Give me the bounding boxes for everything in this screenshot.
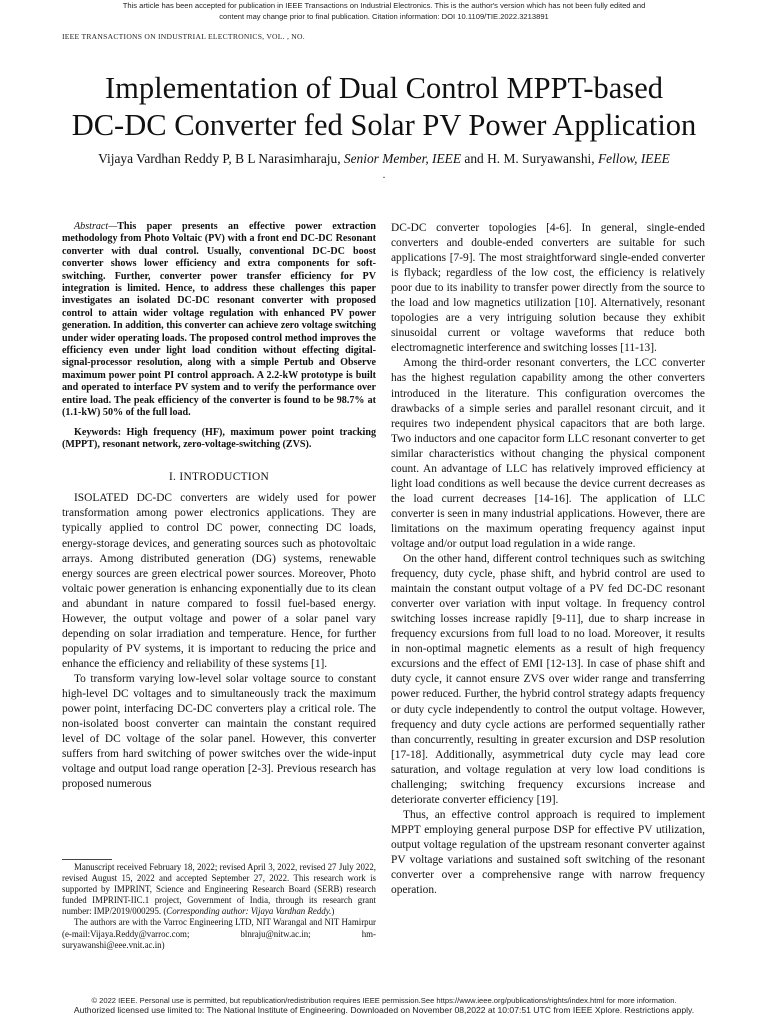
- paper-title-line-1: Implementation of Dual Control MPPT-based: [105, 71, 663, 105]
- running-header: IEEE TRANSACTIONS ON INDUSTRIAL ELECTRONICS, VOL. , NO.: [62, 32, 305, 41]
- publication-notice-line-2: content may change prior to final publication. Citation information: DOI 10.1109/TIE.2022.3213891: [219, 12, 549, 21]
- body-paragraph-2: Among the third-order resonant converters, the LCC converter has the highest regulation capability among the other converters introduced in the literature. This configuration overcomes the drawbacks of a simple series and parallel resonant circuit, and it requires two independent physical capacitors that are both large. Two inductors and one capacitor form LLC resonant converter to get similar characteristics without changing the physical component count. An advantage of LLC has relatively improved efficiency at light load conditions as well because the device current decreases as the load current decreases [14-16]. The application of LLC converter is seen in many industrial applications. However, there are limitations on the maximum operating frequency against input voltage and/or output load regulation in a wide range.: [391, 357, 705, 550]
- section-heading-introduction: [62, 470, 376, 485]
- abstract-label: Abstract—: [74, 221, 118, 232]
- footnotes: [62, 862, 376, 951]
- copyright-notice: © 2022 IEEE. Personal use is permitted, but republication/redistribution requires IEEE permission.See https://www.ieee.org/publications/rights/index.html for more information.: [91, 996, 677, 1005]
- author-names-1: Vijaya Vardhan Reddy P, B L Narasimharaju,: [98, 151, 341, 166]
- body-paragraph-1: DC-DC converter topologies [4-6]. In general, single-ended converters and double-ended converters are suitable for such applications [7-9]. The most straightforward single-ended converter is flyback; regardless of the low cost, the efficiency is relatively poor due to its inability to transfer power directly from the source to the load and low magnetics utilization [10]. Alternatively, resonant topologies are a very intriguing solution because they exhibit sinusoidal current or voltage waveforms that reduce both electromagnetic interference and switching losses [11-13].: [391, 222, 705, 355]
- left-column: [62, 221, 376, 792]
- keywords: Keywords: High frequency (HF), maximum power point tracking (MPPT), resonant network, zero-voltage-switching (ZVS).: [62, 426, 376, 450]
- footnote-manuscript-end: ): [331, 906, 335, 917]
- author-role-senior-member: Senior Member, IEEE: [343, 151, 462, 166]
- author-role-fellow: Fellow, IEEE: [597, 151, 670, 166]
- footnote-divider: [62, 859, 112, 860]
- section-heading-title: NTRODUCTION: [183, 471, 270, 484]
- right-column: [391, 221, 705, 898]
- footnote-affiliations: The authors are with the Varroc Engineering LTD, NIT Warangal and NIT Hamirpur (e-mail:Vijaya.Reddy@varroc.com; blnraju@nitw.ac.in; hm-suryawanshi@eee.vnit.ac.in): [62, 917, 376, 950]
- footnote-corresponding-author: Corresponding author: Vijaya Vardhan Reddy.: [166, 906, 332, 917]
- section-heading-numeral: I. I: [168, 471, 184, 484]
- intro-paragraph-1: ISOLATED DC-DC converters are widely used for power transformation among power electronics applications. They are typically applied to control DC power, connecting DC loads, energy-storage devices, and generating sources such as photovoltaic arrays. Among distributed generation (DG) systems, renewable energy sources are green electrical power sources. Moreover, Photo voltaic power generation is enhancing exponentially due to its clean and abundant in nature compared to fossil fuel-based energy. However, the output voltage and power of a solar panel vary depending on solar irradiation and temperature. Hence, for further popularity of PV systems, it is important to reducing the price and enhance the efficiency and reliability of these systems [1].: [62, 492, 376, 670]
- publication-notice: [0, 0, 768, 22]
- paper-title-line-2: DC-DC Converter fed Solar PV Power Application: [71, 108, 697, 142]
- author-separator-dot: .: [382, 170, 386, 181]
- intro-paragraph-2: To transform varying low-level solar voltage source to constant high-level DC voltages and to simultaneously track the maximum power point, interfacing DC-DC converters play a critical role. The non-isolated boost converter can maintain the constant required level of DC voltage of the solar panel. However, this converter suffers from hard switching of power switches over the wide-input voltage and output load range operation [2-3]. Previous research has proposed numerous: [62, 672, 376, 791]
- author-names-2: and H. M. Suryawanshi,: [464, 151, 595, 166]
- body-paragraph-4: Thus, an effective control approach is required to implement MPPT employing general purpose DSP for effective PV utilization, output voltage regulation of the upstream resonant converter against PV voltage variations and sustained soft switching of the resonant converter over a comprehensive range with narrow frequency operation.: [391, 808, 705, 897]
- paper-title: [0, 70, 768, 144]
- publication-notice-line-1: This article has been accepted for publication in IEEE Transactions on Industrial Electronics. This is the author's version which has not been fully edited and: [122, 1, 646, 10]
- license-notice: Authorized licensed use limited to: The National Institute of Engineering. Downloaded on November 08,2022 at 10:07:51 UTC from IEEE Xplore. Restrictions apply.: [73, 1005, 695, 1015]
- author-list: [0, 150, 768, 168]
- abstract: [62, 221, 376, 420]
- footnote-manuscript: [62, 862, 376, 917]
- body-paragraph-3: On the other hand, different control techniques such as switching frequency, duty cycle, phase shift, and hybrid control are used to maintain the constant output voltage of a PV fed DC-DC resonant converter over variation with input voltage. In frequency control switching losses increase rapidly [9-11], due to sharp increase in frequency excursions from full load to no load. Moreover, it results in non-optimal magnetic elements as a result of high frequency excursions and the effect of EMI [12-13]. In case of phase shift and duty cycle, it cannot ensure ZVS over wider range and transferring power reduced. Further, the hybrid control strategy adapts frequency or duty cycle independently to control the output voltage. However, frequency and duty cycle actions are performed sequentially rather than concurrently, resulting in greater excursion and DSP resolution [17-18]. Additionally, asymmetrical duty cycle may lead core saturation, and voltage regulation at very low load conditions is challenging; switching frequency excursions increase and deteriorate converter efficiency [19].: [391, 553, 705, 806]
- footnote-manuscript-text: Manuscript received February 18, 2022; revised April 3, 2022, revised 27 July 2022, revised August 15, 2022 and accepted September 27, 2022. This research work is supported by IMPRINT, Science and Engineering Research Board (SERB) research funded IMPRINT-IIC.1 project, Government of India, through its research grant number: IMP/2019/000295. (: [62, 862, 376, 917]
- abstract-text: This paper presents an effective power extraction methodology from Photo Voltaic (PV) with a front end DC-DC Resonant converter with dual control. Usually, conventional DC-DC boost converter shows lower efficiency and extra components for soft-switching. Further, converter power transfer efficiency for PV integration is limited. Hence, to address these challenges this paper investigates an isolated DC-DC resonant converter with proposed control to attain wider voltage regulation with enhanced PV power generation. In addition, this converter can achieve zero voltage switching under wider operating loads. The proposed control method improves the efficiency even under light load condition without effecting digital-signal-processor resolution, along with a simple Pertub and Observe maximum power point PI control approach. A 2.2-kW prototype is built and operated to interface PV system and to verify the performance over entire load. The peak efficiency of the converter is found to be 98.7% at (1.1-kW) 50% of the full load.: [62, 221, 376, 419]
